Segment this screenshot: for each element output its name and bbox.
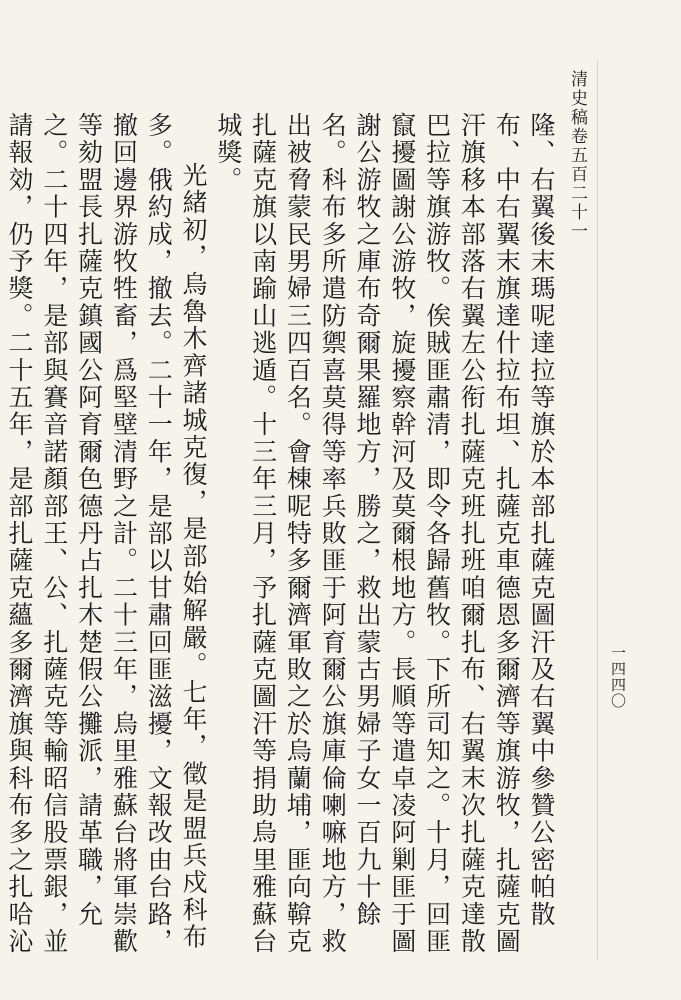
paragraph-2: 光緒初，烏魯木齊諸城克復，是部始解嚴。七年，徵是盟兵戍科布多。俄約成，撤去。二十一年，是部以甘肅回匪滋擾，文報改由台路，撤回邊界游牧牲畜，爲堅壁清野之計。二十三年，烏里雅蘇台將軍崇歡等劾盟長扎薩克鎮國公阿育爾色德丹占扎木楚假公攤派，請革職，允之。二十四年，是部與賽音諾顏部王、公、扎薩克等輸昭信股票銀，並請報効，仍予獎。二十五年，是部扎薩克蘊多爾濟旗與科布多之扎哈沁	[5, 112, 209, 956]
main-text	[5, 112, 558, 957]
margin-rule	[597, 60, 598, 960]
page-number: 一四四〇	[609, 645, 627, 709]
running-title: 清史稿卷五百二十一	[567, 70, 587, 241]
paragraph-1: 隆、右翼後末瑪呢達拉等旗於本部扎薩克圖汗及右翼中參贊公密帕散布、中右翼末旗達什拉布坦、扎薩克車德恩多爾濟等旗游牧，扎薩克圖汗旗移本部落右翼左公衔扎薩克班扎班咱爾扎布、右翼末次扎薩克達散巴拉等旗游牧。俟賊匪肅清，即令各歸舊牧。下所司知之。十月，回匪竄擾圖謝公游牧，旋擾察幹河及莫爾根地方。長順等遣卓凌阿剿匪于圖謝公游牧之庫布奇爾果羅地方，勝之，救出蒙古男婦子女一百九十餘名。科布多所遣防禦喜莫得等率兵敗匪于阿育爾公旗庫倫喇嘛地方，救出被脅蒙民男婦三四百名。會棟呢特多爾濟軍敗之於烏蘭埔，匪向鞥克扎薩克旗以南踰山逃遁。十三年三月，予扎薩克圖汗等捐助烏里雅蘇台城獎。	[213, 112, 556, 956]
